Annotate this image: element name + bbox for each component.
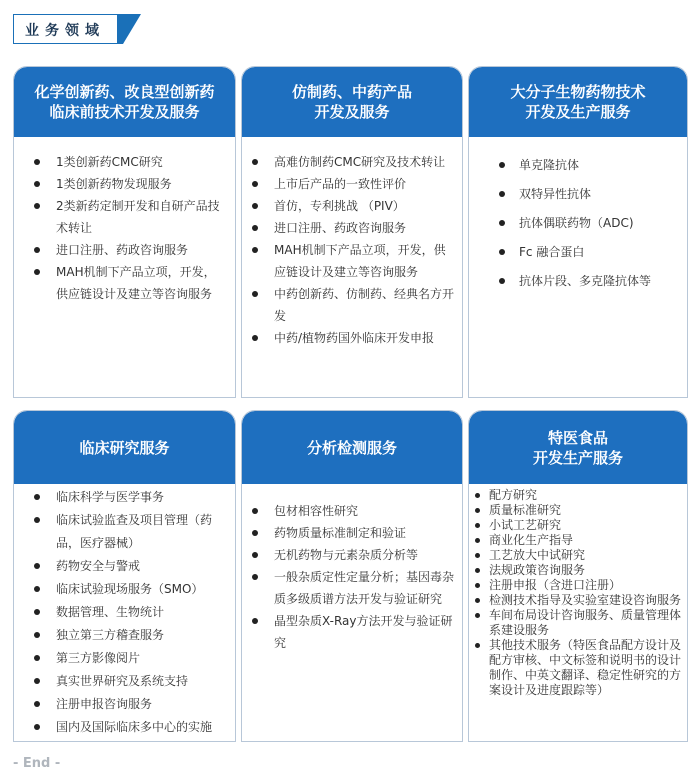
bullet-icon xyxy=(475,538,480,543)
card-title xyxy=(14,411,235,484)
service-list xyxy=(14,137,235,305)
list-item xyxy=(471,533,683,548)
card-title-line: 开发及生产服务 xyxy=(525,103,631,121)
card-title-line: 临床研究服务 xyxy=(79,438,170,457)
card-medical-food xyxy=(468,410,688,742)
list-item xyxy=(252,217,454,239)
service-list xyxy=(469,137,687,291)
bullet-icon xyxy=(499,191,505,197)
bullet-icon xyxy=(252,203,258,209)
list-item xyxy=(252,173,454,195)
list-item-text: 1类创新药物发现服务 xyxy=(56,177,172,191)
list-item-text: 数据管理、生物统计 xyxy=(56,605,165,619)
list-item-text: 药物质量标准制定和验证 xyxy=(274,526,407,540)
bullet-icon xyxy=(252,574,258,580)
list-item-text: 中药创新药、仿制药、经典名方开发 xyxy=(274,287,455,323)
list-item-text: 工艺放大中试研究 xyxy=(489,548,586,562)
bullet-icon xyxy=(475,568,480,573)
list-item xyxy=(34,647,229,670)
list-item-text: Fc 融合蛋白 xyxy=(519,245,585,259)
list-item xyxy=(34,261,227,305)
bullet-icon xyxy=(252,530,258,536)
bullet-icon xyxy=(34,563,40,569)
bullet-icon xyxy=(34,203,40,209)
card-title-line: 特医食品 xyxy=(547,428,608,447)
list-item xyxy=(34,624,229,647)
list-item xyxy=(499,184,679,204)
list-item-text: 首仿，专利挑战 （PIV） xyxy=(274,199,405,213)
list-item-text: 包材相容性研究 xyxy=(274,504,359,518)
list-item-text: 进口注册、药政咨询服务 xyxy=(274,221,407,235)
list-item xyxy=(34,693,229,716)
list-item-text: 进口注册、药政咨询服务 xyxy=(56,243,189,257)
list-item-text: 临床试验监查及项目管理（药品，医疗器械） xyxy=(56,513,213,550)
list-item-text: 真实世界研究及系统支持 xyxy=(56,674,189,688)
list-item-text: 其他技术服务（特医食品配方设计及配方审核、中文标签和说明书的设计制作、中英文翻译、稳定性研究的方案设计及进度跟踪等） xyxy=(489,638,682,697)
bullet-icon xyxy=(34,655,40,661)
bullet-icon xyxy=(34,494,40,500)
bullet-icon xyxy=(34,678,40,684)
bullet-icon xyxy=(475,598,480,603)
bullet-icon xyxy=(499,162,505,168)
list-item-text: 独立第三方稽查服务 xyxy=(56,628,165,642)
list-item xyxy=(34,601,229,624)
list-item-text: 注册申报（含进口注册） xyxy=(489,578,622,592)
list-item xyxy=(499,155,679,175)
list-item-text: 小试工艺研究 xyxy=(489,518,562,532)
list-item xyxy=(471,608,683,638)
list-item-text: MAH机制下产品立项，开发，供应链设计及建立等咨询服务 xyxy=(56,265,216,301)
bullet-icon xyxy=(34,701,40,707)
list-item xyxy=(252,544,456,566)
bullet-icon xyxy=(252,508,258,514)
list-item-text: 2类新药定制开发和自研产品技术转让 xyxy=(56,199,220,235)
list-item xyxy=(252,566,456,610)
list-item xyxy=(471,638,683,698)
list-item-text: 晶型杂质X-Ray方法开发与验证研究 xyxy=(274,614,453,650)
list-item-text: 无机药物与元素杂质分析等 xyxy=(274,548,419,562)
list-item xyxy=(34,239,227,261)
list-item xyxy=(34,555,229,578)
footer-end: - End - xyxy=(13,756,61,771)
list-item-text: 单克隆抗体 xyxy=(519,158,580,172)
list-item xyxy=(252,522,456,544)
service-list xyxy=(242,137,462,349)
list-item xyxy=(471,548,683,563)
card-title-line: 大分子生物药物技术 xyxy=(510,83,646,101)
section-tag xyxy=(13,14,127,46)
bullet-icon xyxy=(252,291,258,297)
list-item xyxy=(499,242,679,262)
list-item-text: 药物安全与警戒 xyxy=(56,559,141,573)
list-item xyxy=(471,503,683,518)
list-item xyxy=(34,195,227,239)
card-title-line: 开发及服务 xyxy=(314,103,390,121)
list-item xyxy=(34,670,229,693)
list-item xyxy=(252,195,454,217)
list-item-text: 高难仿制药CMC研究及技术转让 xyxy=(274,155,446,169)
list-item xyxy=(252,327,454,349)
card-chemical-drugs xyxy=(13,66,236,398)
bullet-icon xyxy=(475,643,480,648)
list-item xyxy=(499,213,679,233)
card-analytical-testing xyxy=(241,410,463,742)
bullet-icon xyxy=(34,724,40,730)
list-item-text: MAH机制下产品立项，开发，供应链设计及建立等咨询服务 xyxy=(274,243,446,279)
bullet-icon xyxy=(475,493,480,498)
list-item-text: 一般杂质定性定量分析；基因毒杂质多级质谱方法开发与验证研究 xyxy=(274,570,455,606)
list-item-text: 注册申报咨询服务 xyxy=(56,697,153,711)
card-clinical-research xyxy=(13,410,236,742)
list-item-text: 1类创新药CMC研究 xyxy=(56,155,163,169)
card-title xyxy=(242,411,462,484)
list-item xyxy=(471,518,683,533)
bullet-icon xyxy=(475,613,480,618)
bullet-icon xyxy=(475,553,480,558)
bullet-icon xyxy=(34,269,40,275)
list-item xyxy=(252,239,454,283)
card-title-line: 分析检测服务 xyxy=(306,438,397,457)
bullet-icon xyxy=(475,523,480,528)
list-item xyxy=(34,716,229,739)
list-item xyxy=(252,610,456,654)
bullet-icon xyxy=(252,618,258,624)
card-biologics xyxy=(468,66,688,398)
bullet-icon xyxy=(252,335,258,341)
bullet-icon xyxy=(499,249,505,255)
list-item-text: 国内及国际临床多中心的实施 xyxy=(56,720,213,734)
card-title xyxy=(469,411,687,484)
bullet-icon xyxy=(252,181,258,187)
list-item-text: 临床试验现场服务（SMO） xyxy=(56,582,204,596)
list-item-text: 抗体偶联药物（ADC) xyxy=(519,216,634,230)
card-title-line: 仿制药、中药产品 xyxy=(291,83,412,101)
list-item-text: 上市后产品的一致性评价 xyxy=(274,177,407,191)
list-item xyxy=(471,593,683,608)
bullet-icon xyxy=(34,632,40,638)
card-title-line: 化学创新药、改良型创新药 xyxy=(34,83,215,101)
service-list xyxy=(469,484,687,698)
card-title xyxy=(469,67,687,137)
bullet-icon xyxy=(34,247,40,253)
card-title xyxy=(242,67,462,137)
section-tag-flag xyxy=(123,14,141,44)
bullet-icon xyxy=(252,159,258,165)
list-item xyxy=(34,509,229,555)
bullet-icon xyxy=(34,609,40,615)
bullet-icon xyxy=(475,508,480,513)
service-list xyxy=(14,484,235,739)
section-tag-label: 业务领域 xyxy=(25,23,105,39)
bullet-icon xyxy=(499,278,505,284)
list-item-text: 质量标准研究 xyxy=(489,503,562,517)
list-item xyxy=(34,173,227,195)
service-list xyxy=(242,484,462,654)
list-item xyxy=(471,488,683,503)
bullet-icon xyxy=(34,517,40,523)
list-item-text: 检测技术指导及实验室建设咨询服务 xyxy=(489,593,682,607)
list-item-text: 临床科学与医学事务 xyxy=(56,490,165,504)
list-item-text: 车间布局设计咨询服务、质量管理体系建设服务 xyxy=(489,608,682,637)
card-title-line: 开发生产服务 xyxy=(532,448,623,467)
card-title xyxy=(14,67,235,137)
list-item xyxy=(252,151,454,173)
list-item xyxy=(471,563,683,578)
bullet-icon xyxy=(252,247,258,253)
bullet-icon xyxy=(475,583,480,588)
list-item xyxy=(471,578,683,593)
card-title-line: 临床前技术开发及服务 xyxy=(49,103,200,121)
bullet-icon xyxy=(499,220,505,226)
bullet-icon xyxy=(252,225,258,231)
list-item xyxy=(34,151,227,173)
list-item xyxy=(499,271,679,291)
list-item xyxy=(252,283,454,327)
list-item xyxy=(34,578,229,601)
list-item-text: 双特异性抗体 xyxy=(519,187,592,201)
list-item-text: 抗体片段、多克隆抗体等 xyxy=(519,274,652,288)
list-item-text: 商业化生产指导 xyxy=(489,533,574,547)
list-item xyxy=(34,486,229,509)
list-item-text: 中药/植物药国外临床开发申报 xyxy=(274,331,435,345)
bullet-icon xyxy=(34,159,40,165)
bullet-icon xyxy=(34,586,40,592)
list-item-text: 法规政策咨询服务 xyxy=(489,563,586,577)
card-generic-tcm xyxy=(241,66,463,398)
list-item-text: 配方研究 xyxy=(489,488,538,502)
bullet-icon xyxy=(34,181,40,187)
bullet-icon xyxy=(252,552,258,558)
list-item-text: 第三方影像阅片 xyxy=(56,651,141,665)
list-item xyxy=(252,500,456,522)
